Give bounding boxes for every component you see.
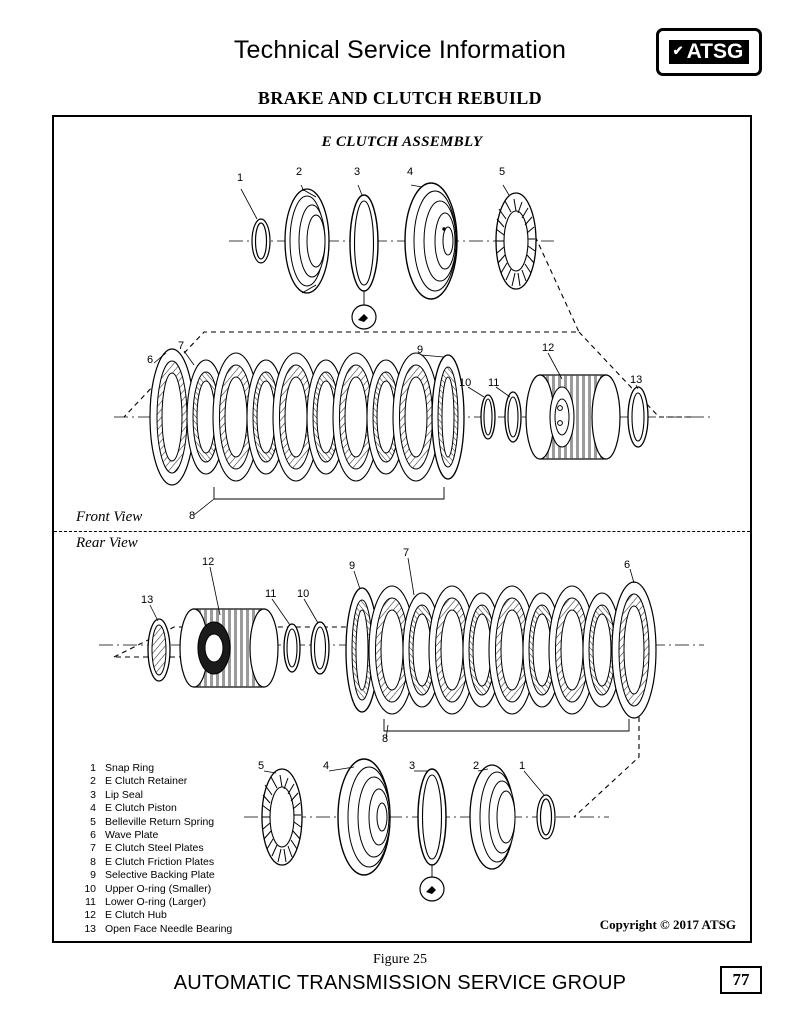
callout-9-rear: 9 [349,560,356,572]
legend-number: 3 [90,788,96,801]
front-view-label: Front View [76,509,143,525]
callout-7-top: 7 [178,340,185,352]
callout-12-rear: 12 [202,556,215,568]
callout-1-rear: 1 [519,760,526,772]
figure-frame [52,115,752,943]
part-e-clutch-retainer-top [285,189,329,293]
callout-4-top: 4 [407,166,414,178]
footer-organization: AUTOMATIC TRANSMISSION SERVICE GROUP [173,972,627,994]
legend-label: Belleville Return Spring [105,815,215,828]
part-upper-o-ring-top [481,395,495,439]
legend-number: 13 [84,922,96,935]
callout-6-rear: 6 [624,559,631,571]
legend-number: 2 [90,775,96,788]
legend-label: Upper O-ring (Smaller) [105,882,212,895]
part-upper-o-ring-rear [311,622,329,674]
legend-number: 5 [90,815,96,828]
part-e-clutch-piston-rear [338,759,390,875]
legend-label: Lower O-ring (Larger) [105,896,206,909]
part-lower-o-ring-top [505,392,521,442]
legend-label: Lip Seal [105,788,143,801]
callout-5-rear: 5 [258,760,265,772]
callout-7-rear: 7 [403,547,410,559]
legend-label: E Clutch Hub [105,909,167,922]
legend-number: 7 [90,842,96,855]
part-e-clutch-hub-top [526,375,620,459]
legend-item [76,923,232,936]
callout-1-top: 1 [237,172,244,184]
part-lip-seal-top [350,195,378,329]
legend-item [76,909,232,922]
part-snap-ring-rear [537,795,555,839]
part-e-clutch-hub-rear [180,609,278,687]
legend-number: 6 [90,829,96,842]
legend-label: Open Face Needle Bearing [105,922,233,935]
part-open-face-needle-bearing-rear [148,619,170,681]
part-belleville-return-spring-top [496,193,536,289]
part-e-clutch-piston-top [405,183,457,299]
parts-legend [76,762,232,936]
part-open-face-needle-bearing-top [628,387,648,447]
legend-item [76,896,232,909]
part-wave-plate-rear [612,582,656,718]
callout-2-top: 2 [296,166,303,178]
legend-item [76,869,232,882]
page-title: Technical Service Information [233,36,567,64]
legend-item [76,789,232,802]
legend-number: 8 [90,855,96,868]
legend-item [76,829,232,842]
page-number: 77 [720,966,762,994]
callout-11-rear: 11 [265,588,277,600]
callout-3-rear: 3 [409,760,416,772]
callout-11-top: 11 [488,377,500,389]
section-title: BRAKE AND CLUTCH REBUILD [257,88,543,108]
legend-item [76,762,232,775]
callout-6-top: 6 [147,354,154,366]
callout-13-rear: 13 [141,594,154,606]
callout-2-rear: 2 [473,760,480,772]
legend-item [76,856,232,869]
legend-item [76,842,232,855]
callout-10-rear: 10 [297,588,310,600]
callout-8-top: 8 [189,510,196,522]
part-belleville-return-spring-rear [262,769,302,865]
legend-item [76,816,232,829]
legend-item [76,883,232,896]
legend-number: 1 [90,762,96,774]
legend-label: E Clutch Retainer [105,775,188,788]
legend-number: 10 [84,882,96,895]
callout-13-top: 13 [630,374,643,386]
legend-label: Selective Backing Plate [105,869,215,882]
callout-9-top: 9 [417,344,424,356]
part-clutch-plate-stack-rear [369,586,621,714]
part-lip-seal-rear [418,769,446,901]
check-mark-icon: ✔ [672,43,684,58]
legend-label: E Clutch Steel Plates [105,842,204,855]
legend-number: 12 [84,909,96,922]
callout-3-top: 3 [354,166,361,178]
figure-caption: Figure 25 [372,952,428,967]
callout-10-top: 10 [459,377,472,389]
part-clutch-plate-stack-top [187,353,439,481]
legend-number: 4 [90,802,96,815]
callout-4-rear: 4 [323,760,330,772]
legend-item [76,775,232,788]
callout-12-top: 12 [542,342,555,354]
legend-label: E Clutch Piston [105,802,177,815]
atsg-logo-text: ATSG [686,40,744,63]
legend-number: 11 [85,896,96,909]
assembly-title: E CLUTCH ASSEMBLY [321,134,483,150]
callout-8-rear: 8 [382,733,389,745]
copyright-notice: Copyright © 2017 ATSG [599,917,736,932]
legend-label: Wave Plate [105,829,159,842]
callout-5-top: 5 [499,166,506,178]
part-e-clutch-retainer-rear [470,765,515,869]
atsg-logo [656,28,762,76]
part-snap-ring-top [252,219,270,263]
legend-label: E Clutch Friction Plates [105,855,215,868]
legend-label: Snap Ring [105,762,155,774]
part-lower-o-ring-rear [284,624,300,672]
legend-number: 9 [90,869,96,882]
rear-view-label: Rear View [76,535,138,551]
part-selective-backing-plate-top [432,355,464,479]
legend-item [76,802,232,815]
